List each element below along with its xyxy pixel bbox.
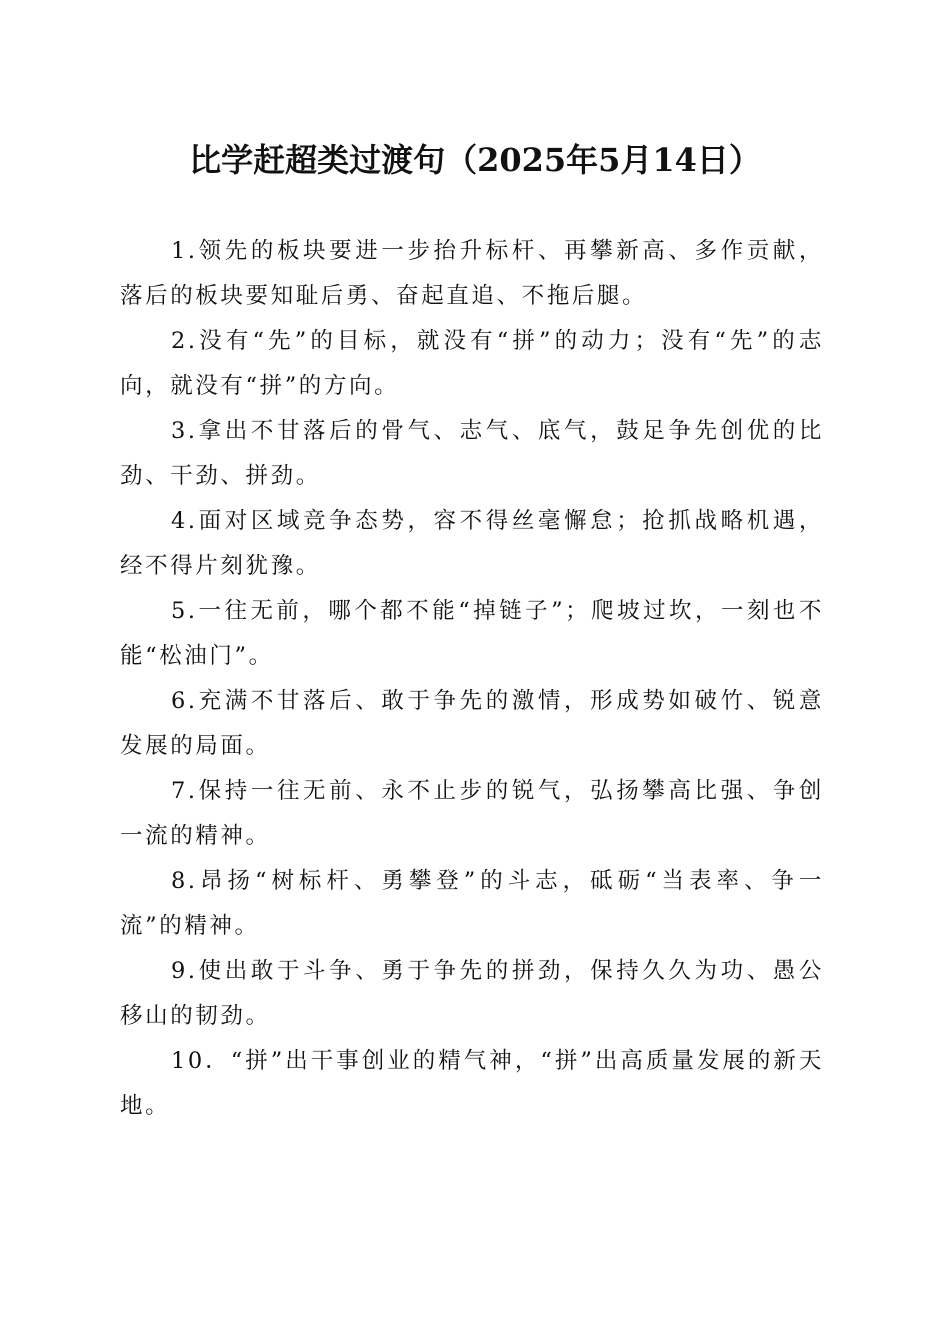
document-title: 比学赶超类过渡句（2025年5月14日）	[189, 141, 761, 179]
paragraph-9: 9.使出敢于斗争、勇于争先的拼劲，保持久久为功、愚公移山的韧劲。	[120, 958, 824, 1029]
paragraph-7: 7.保持一往无前、永不止步的锐气，弘扬攀高比强、争创一流的精神。	[120, 778, 824, 849]
paragraph-10: 10．“拼”出干事创业的精气神，“拼”出高质量发展的新天地。	[120, 1048, 824, 1119]
paragraph-3: 3.拿出不甘落后的骨气、志气、底气，鼓足争先创优的比劲、干劲、拼劲。	[120, 418, 824, 489]
paragraph-2: 2.没有“先”的目标，就没有“拼”的动力；没有“先”的志向，就没有“拼”的方向。	[120, 328, 824, 399]
paragraph-5: 5.一往无前，哪个都不能“掉链子”；爬坡过坎，一刻也不能“松油门”。	[120, 598, 824, 669]
paragraph-4: 4.面对区域竞争态势，容不得丝毫懈怠；抢抓战略机遇，经不得片刻犹豫。	[120, 508, 824, 579]
document-body	[120, 229, 824, 1129]
paragraph-1: 1.领先的板块要进一步抬升标杆、再攀新高、多作贡献，落后的板块要知耻后勇、奋起直追、不拖后腿。	[120, 238, 824, 309]
paragraph-6: 6.充满不甘落后、敢于争先的激情，形成势如破竹、锐意发展的局面。	[120, 688, 824, 759]
paragraph-8: 8.昂扬“树标杆、勇攀登”的斗志，砥砺“当表率、争一流”的精神。	[120, 868, 824, 939]
